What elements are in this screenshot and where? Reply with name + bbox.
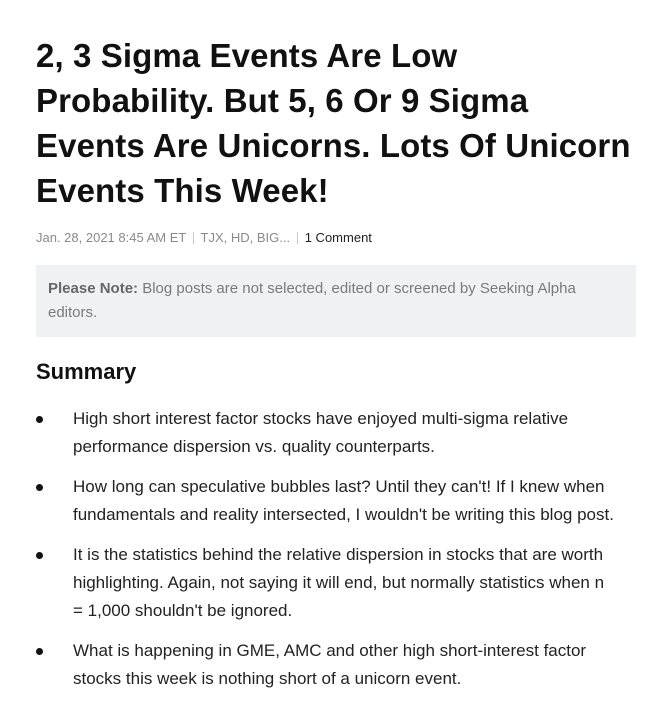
summary-item [36, 473, 616, 529]
article-meta [36, 229, 636, 247]
summary-item-text: What is happening in GME, AMC and other high short-interest factor stocks this week is nothing short of a unicorn event. [73, 641, 587, 688]
bullet-icon [36, 416, 43, 423]
note-label: Please Note: [48, 280, 139, 297]
disclaimer-note [36, 265, 636, 337]
summary-item-text: It is the statistics behind the relative dispersion in stocks that are worth highlighting. Again, not saying it will end, but normally statistics when n = 1,000 shouldn't be ignored. [73, 545, 605, 620]
bullet-icon [36, 648, 43, 655]
bullet-icon [36, 484, 43, 491]
summary-item [36, 405, 616, 461]
meta-separator: | [295, 230, 300, 245]
publish-date: Jan. 28, 2021 8:45 AM ET [36, 230, 187, 245]
meta-separator: | [191, 230, 196, 245]
summary-item [36, 637, 616, 693]
summary-item [36, 541, 616, 625]
note-text: Blog posts are not selected, edited or screened by Seeking Alpha editors. [48, 280, 576, 321]
summary-heading: Summary [36, 359, 137, 384]
article-title: 2, 3 Sigma Events Are Low Probability. But 5, 6 Or 9 Sigma Events Are Unicorns. Lots Of Unicorn Events This Week! [36, 37, 631, 209]
comments-link[interactable]: 1 Comment [304, 230, 372, 245]
summary-item-text: How long can speculative bubbles last? Until they can't! If I knew when fundamentals and reality intersected, I wouldn't be writing this blog post. [73, 477, 614, 524]
summary-item-text: High short interest factor stocks have enjoyed multi-sigma relative performance dispersion vs. quality counterparts. [73, 409, 569, 456]
ticker-list-link[interactable]: TJX, HD, BIG... [200, 230, 291, 245]
summary-list [36, 405, 636, 693]
bullet-icon [36, 552, 43, 559]
